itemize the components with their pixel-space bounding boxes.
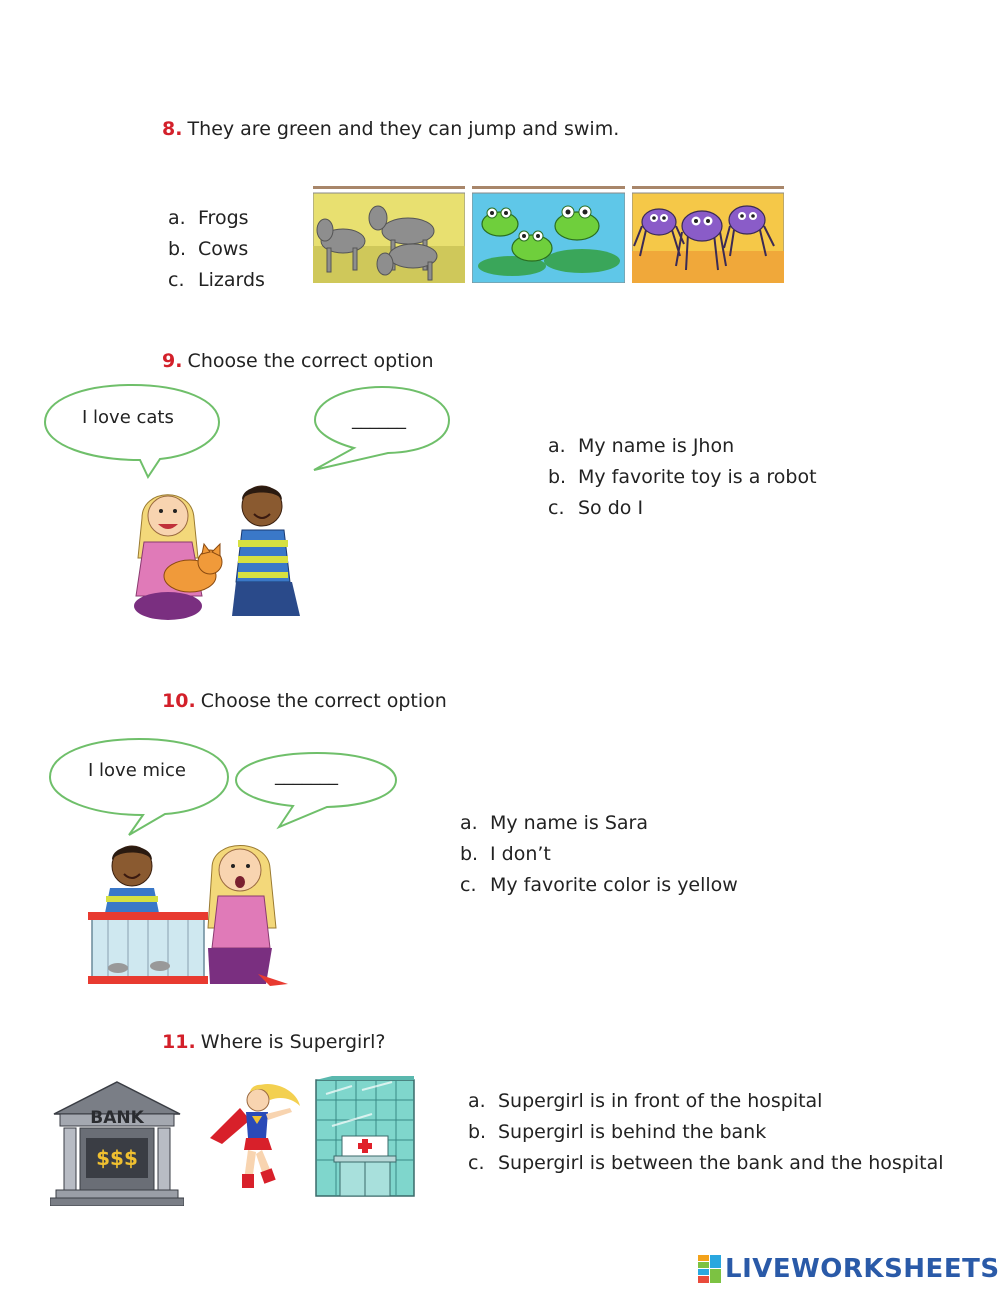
question-number: 9. bbox=[162, 350, 183, 372]
speech-bubble-left bbox=[42, 382, 222, 480]
question-text: Choose the correct option bbox=[187, 350, 434, 372]
question-11-options bbox=[468, 1086, 944, 1179]
speech-bubble-left bbox=[47, 736, 231, 838]
logo-text: LIVEWORKSHEETS bbox=[725, 1254, 1000, 1284]
question-10-heading bbox=[162, 690, 447, 712]
option-a[interactable]: a. Frogs bbox=[168, 207, 249, 229]
liveworksheets-logo bbox=[698, 1254, 1000, 1284]
option-b[interactable]: b. My favorite toy is a robot bbox=[548, 466, 817, 488]
donkeys-picture bbox=[313, 186, 465, 283]
question-text: They are green and they can jump and swim. bbox=[187, 118, 620, 140]
bubble-left-text: I love mice bbox=[88, 760, 186, 781]
option-a[interactable]: a. My name is Sara bbox=[460, 812, 648, 834]
option-b[interactable]: b. Supergirl is behind the bank bbox=[468, 1121, 767, 1143]
question-number: 11. bbox=[162, 1031, 196, 1053]
question-text: Where is Supergirl? bbox=[200, 1031, 386, 1053]
option-c[interactable]: c. Supergirl is between the bank and the hospital bbox=[468, 1152, 944, 1174]
liveworksheets-logo-icon bbox=[698, 1255, 722, 1283]
bubble-right-blank[interactable]: _______ bbox=[275, 765, 338, 786]
option-c[interactable]: c. My favorite color is yellow bbox=[460, 874, 738, 896]
option-a[interactable]: a. My name is Jhon bbox=[548, 435, 735, 457]
question-9-options bbox=[548, 431, 817, 524]
hospital-building-illustration bbox=[312, 1076, 418, 1198]
question-11-heading bbox=[162, 1031, 385, 1053]
option-c[interactable]: c. Lizards bbox=[168, 269, 265, 291]
bank-money-sign: $$$ bbox=[96, 1146, 138, 1170]
bank-icon bbox=[50, 1080, 184, 1206]
question-number: 10. bbox=[162, 690, 196, 712]
option-a[interactable]: a. Supergirl is in front of the hospital bbox=[468, 1090, 823, 1112]
question-10-options bbox=[460, 808, 738, 901]
option-c[interactable]: c. So do I bbox=[548, 497, 644, 519]
supergirl-illustration bbox=[200, 1078, 304, 1194]
girl-with-cat-and-boy-illustration bbox=[132, 478, 312, 626]
frogs-picture bbox=[472, 186, 625, 283]
speech-bubble-right bbox=[233, 750, 399, 830]
bubble-right-blank[interactable]: ______ bbox=[352, 409, 406, 430]
option-b[interactable]: b. Cows bbox=[168, 238, 249, 260]
question-8-heading bbox=[162, 118, 619, 140]
question-text: Choose the correct option bbox=[200, 690, 447, 712]
bubble-left-text: I love cats bbox=[82, 407, 174, 428]
question-number: 8. bbox=[162, 118, 183, 140]
boy-with-mice-and-girl-illustration bbox=[88, 838, 298, 988]
spiders-picture bbox=[632, 186, 784, 283]
option-b[interactable]: b. I don’t bbox=[460, 843, 551, 865]
bank-building-illustration bbox=[50, 1080, 184, 1206]
bank-sign: BANK bbox=[90, 1108, 144, 1128]
question-9-heading bbox=[162, 350, 434, 372]
question-8-options bbox=[168, 203, 265, 296]
